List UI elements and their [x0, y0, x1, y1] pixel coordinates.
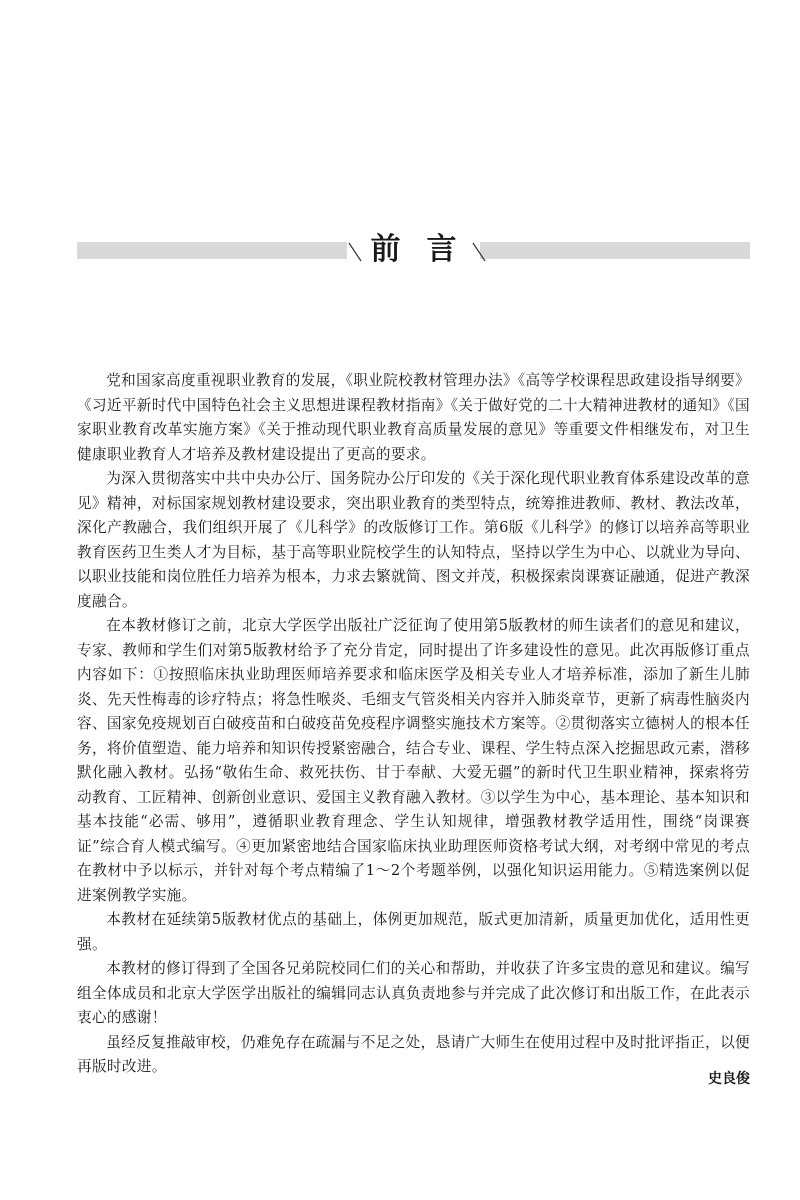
preface-body	[77, 369, 750, 1080]
author-signature: 史良俊	[708, 1071, 750, 1087]
paragraph: 本教材在延续第5版教材优点的基础上，体例更加规范，版式更加清新，质量更加优化，适用性更强。	[77, 911, 750, 953]
paragraph: 在本教材修订之前，北京大学医学出版社广泛征询了使用第5版教材的师生读者们的意见和建议，专家、教师和学生们对第5版教材给予了充分肯定，同时提出了许多建设性的意见。此次再版修订重点内容如下：①按照临床执业助理医师培养要求和临床医学及相关专业人才培养标准，添加了新生儿肺炎、先天性梅毒的诊疗特点；将急性喉炎、毛细支气管炎相关内容并入肺炎章节，更新了病毒性脑炎内容、国家免疫规划百白破疫苗和白破疫苗免疫程序调整实施技术方案等。②贯彻落实立德树人的根本任务，将价值塑造、能力培养和知识传授紧密融合，结合专业、课程、学生特点深入挖掘思政元素，潜移默化融入教材。弘扬“敬佑生命、救死扶伤、甘于奉献、大爱无疆”的新时代卫生职业精神，探索将劳动教育、工匠精神、创新创业意识、爱国主义教育融入教材。③以学生为中心，基本理论、基本知识和基本技能“必需、够用”，遵循职业教育理念、学生认知规律，增强教材教学适用性，围绕“岗课赛证”综合育人模式编写。④更加紧密地结合国家临床执业助理医师资格考试大纲，对考纲中常见的考点在教材中予以标示，并针对每个考点精编了1～2个考题举例，以强化知识运用能力。⑤精选案例以促进案例教学实施。	[77, 617, 750, 904]
paragraph: 党和国家高度重视职业教育的发展，《职业院校教材管理办法》《高等学校课程思政建设指导纲要》《习近平新时代中国特色社会主义思想进课程教材指南》《关于做好党的二十大精神进教材的通知》《国家职业教育改革实施方案》《关于推动现代职业教育高质量发展的意见》等重要文件相继发布，对卫生健康职业教育人才培养及教材建设提出了更高的要求。	[77, 372, 750, 463]
paragraph: 本教材的修订得到了全国各兄弟院校同仁们的关心和帮助，并收获了许多宝贵的意见和建议。编写组全体成员和北京大学医学出版社的编辑同志认真负责地参与并完成了此次修订和出版工作，在此表示衷心的感谢！	[77, 960, 750, 1026]
paragraph: 为深入贯彻落实中共中央办公厅、国务院办公厅印发的《关于深化现代职业教育体系建设改革的意见》精神，对标国家规划教材建设要求，突出职业教育的类型特点，统筹推进教师、教材、教法改革，深化产教融合，我们组织开展了《儿科学》的改版修订工作。第6版《儿科学》的修订以培养高等职业教育医药卫生类人才为目标，基于高等职业院校学生的认知特点，坚持以学生为中心、以就业为导向、以职业技能和岗位胜任力培养为根本，力求去繁就简、图文并茂，积极探索岗课赛证融通，促进产教深度融合。	[77, 470, 750, 610]
section-header	[77, 232, 750, 267]
paragraph: 虽经反复推敲审校，仍难免存在疏漏与不足之处，恳请广大师生在使用过程中及时批评指正，以便再版时改进。	[77, 1033, 750, 1075]
page-title: 前言	[370, 232, 483, 267]
